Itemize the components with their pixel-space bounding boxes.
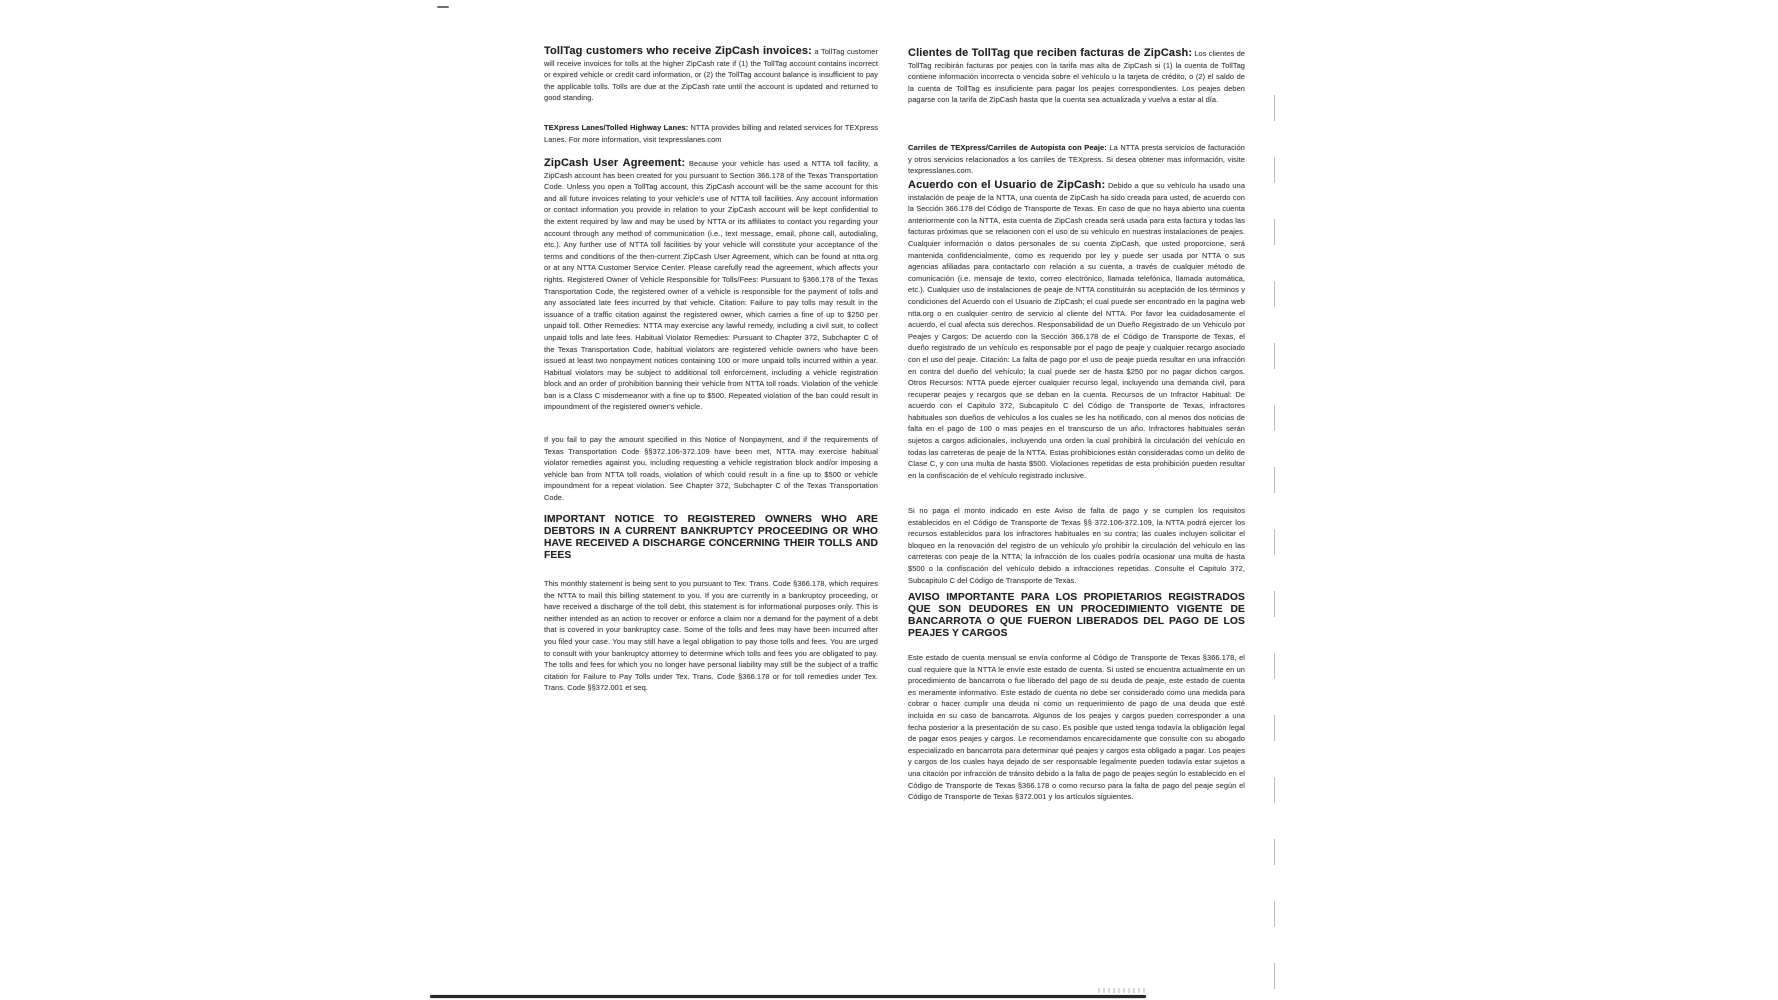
nonpayment-paragraph-en — [544, 434, 878, 504]
bankruptcy-notice-heading-es: AVISO IMPORTANTE PARA LOS PROPIETARIOS REGISTRADOS QUE SON DEUDORES EN UN PROCEDIMIENTO VIGENTE DE BANCARROTA O QUE FUERON LIBERADOS DEL PAGO DE LOS PEAJES Y CARGOS — [908, 592, 1245, 639]
user-agreement-heading-en: ZipCash User Agreement: — [544, 157, 686, 169]
english-column — [544, 0, 878, 1000]
bankruptcy-notice-body-en: This monthly statement is being sent to you pursuant to Tex. Trans. Code §366.178, which requires the NTTA to mail this billing statement to you. If you are currently in a bankruptcy proceeding, or have received a discharge of the toll debt, this statement is for informational purposes only. This is neither intended as an action to recover or enforce a claim nor a demand for the payment of a debt that is covered in your bankruptcy case. Some of the tolls and fees may have been incurred after you filed your case. You may still have a legal obligation to pay those tolls and fees. You are urged to consult with your bankruptcy attorney to determine which tolls and fees you are obligated to pay. The tolls and fees for which you no longer have personal liability may still be the subject of a traffic citation for Failure to Pay Tolls under Tex. Trans. Code §366.178 or for toll remedies under Tex. Trans. Code §§372.001 et seq. — [544, 579, 878, 693]
tolltag-invoices-body-es: Los clientes de TollTag recibirán facturas por peajes con la tarifa mas alta de ZipCash si (1) la cuenta de TollTag contiene información incorrecta o vencida sobre el vehículo u la tarjeta de crédito, o (2) el saldo de la cuenta de TollTag es insuficiente para pagar los peajes correspondientes. Los peajes deben pagarse con la tarifa de ZipCash hasta que la cuenta sea actualizada y vuelva a estar al día. — [908, 49, 1245, 105]
user-agreement-body-es: Debido a que su vehículo ha usado una instalación de peaje de la NTTA, una cuenta de ZipCash ha sido creada para usted, de acuerdo con la Sección 366.178 del Código de Transporte de Texas. En caso de que no haya abierto una cuenta anteriormente con la NTTA, esta cuenta de ZipCash creada será usada para esta factura y todas las facturas próximas que se relacionen con el uso de su vehículo en nuestras instalaciones de peajes. Cualquier información o datos personales de su cuenta ZipCash, que usted proporcione, será mantenida confidencialmente, como es requerido por ley y puede ser usada por NTTA o sus agencias afiliadas para contactarlo con relación a su cuenta, a través de cualquier método de comunicación (i.e. mensaje de texto, correo electrónico, llamada telefónica, llamada automática, etc.). Cualquier uso de instalaciones de peaje de NTTA constituirán su aceptación de los términos y condiciones del Acuerdo con el Usuario de ZipCash; el cual puede ser encontrado en la pagina web ntta.org o en cualquier centro de servicio al cliente del NTTA. Por favor lea cuidadosamente el acuerdo, el cual afecta sus derechos. Responsabilidad de un Dueño Registrado de un Vehiculo por Peajes y Cargos: De acuerdo con la Sección 366.178 de el Código de Transporte de Texas, el dueño registrado de un vehículo es responsable por el pago de peaje y cualquier recargo asociado con el uso del peaje. Citación: La falta de pago por el uso de peaje pueda resultar en una infracción en contra del dueño del vehículo; la cual puede ser de hasta $250 por no pagar dichos cargos. Otros Recursos: NTTA puede ejercer cualquier recurso legal, incluyendo una demanda civil, para recuperar peajes y recargos que se deban en la cuenta. Recursos de un Infractor Habitual: De acuerdo con el Capitulo 372, Subcapitulo C del Código de Transporte de Texas, infractores habituales son dueños de vehículos a los cuales se les ha notificado, con al menos dos noticias de falta en el pago de 100 o mas peajes en el transcurso de un año. Infractores habituales serán sujetos a cargos adicionales, incluyendo una orden la cual prohibirá la circulación del vehículo en todas las carreteras de peaje de la NTTA. Estas prohibiciones están consideradas como un delito de Clase C, y con una multa de hasta $500. Violaciones repetidas de esta prohibición pueden resultar en la confiscación de el vehículo registrado inclusive. — [908, 181, 1246, 480]
user-agreement-body-en: Because your vehicle has used a NTTA toll facility, a ZipCash account has been created for you pursuant to Section 366.178 of the Texas Transportation Code. Unless you open a TollTag account, this ZipCash account will be the same account for this and all future invoices relating to your vehicle's use of NTTA toll facilities. Any account information or contact information you provide in relation to your ZipCash account will be kept confidential to the extent required by law and may be used by NTTA or its affiliates to contact you regarding your account through any method of communication (i.e., text message, email, phone call, autodialing, etc.). Any further use of NTTA toll facilities by your vehicle will constitute your acceptance of the terms and conditions of the then-current ZipCash User Agreement, which can be found at ntta.org or at any NTTA Customer Service Center. Please carefully read the agreement, which affects your rights. Registered Owner of Vehicle Responsible for Tolls/Fees: Pursuant to §366.178 of the Texas Transportation Code, the registered owner of a vehicle is responsible for the payment of tolls and any associated late fees incurred by that vehicle. Citation: Failure to pay tolls may result in the issuance of a traffic citation against the registered owner, which carries a fine of up to $250 per unpaid toll. Other Remedies: NTTA may exercise any lawful remedy, including a civil suit, to collect unpaid tolls and late fees. Habitual Violator Remedies: Pursuant to Chapter 372, Subchapter C of the Texas Transportation Code, habitual violators are registered vehicle owners who have been issued at least two nonpayment notices containing 100 or more unpaid tolls incurred within a year. Habitual violators may be subject to additional toll enforcement, including a vehicle registration block and an order of prohibition banning their vehicle from NTTA toll roads. Violation of the vehicle ban is a Class C misdemeanor with a fine up to $500. Repeated violation of the ban could result in impoundment of the registered owner's vehicle. — [544, 159, 878, 412]
tolltag-invoices-body-en: a TollTag customer will receive invoices for tolls at the higher ZipCash rate if (1) the TollTag account contains incorrect or expired vehicle or credit card information, or (2) the TollTag account balance is insufficient to pay the applicable tolls. Tolls are due at the ZipCash rate until the account is updated and returned to good standing. — [544, 47, 878, 103]
nonpayment-paragraph-es — [908, 505, 1245, 586]
texpress-paragraph-en — [544, 122, 878, 145]
user-agreement-heading-es: Acuerdo con el Usuario de ZipCash: — [908, 179, 1106, 191]
user-agreement-paragraph-en — [544, 158, 878, 413]
texpress-body-es: La NTTA presta servicios de facturación y otros servicios relacionados a los carriles de TEXpress. Si desea obtener mas información, visite texpresslanes.com. — [908, 143, 1245, 176]
nonpayment-body-es: Si no paga el monto indicado en este Aviso de falta de pago y se cumplen los requisitos establecidos en el Código de Transporte de Texas §§ 372.106-372.109, la NTTA podrá ejercer los recursos establecidos para los infractores habituales en su contra; las cuales incluyen solicitar el bloqueo en la renovación del registro de un vehículo y/o prohibir la circulación del vehículo en las carreteras con peaje de la NTTA; la infracción de los cuales podría ocasionar una multa de hasta $500 o la confiscación del vehículo debido a infracciones repetidas. Consulte el Capitulo 372, Subcapitulo C del Código de Transporte de Texas. — [908, 506, 1245, 585]
bankruptcy-notice-heading-en: IMPORTANT NOTICE TO REGISTERED OWNERS WHO ARE DEBTORS IN A CURRENT BANKRUPTCY PROCEEDING OR WHO HAVE RECEIVED A DISCHARGE CONCERNING THEIR TOLLS AND FEES — [544, 514, 878, 561]
tolltag-invoices-heading-en: TollTag customers who receive ZipCash invoices: — [544, 45, 812, 57]
vertical-fold-dashed-line — [1274, 95, 1275, 993]
user-agreement-paragraph-es — [908, 180, 1245, 481]
texpress-body-en: NTTA provides billing and related services for TEXpress Lanes. For more information, visit texpresslanes.com — [544, 123, 878, 144]
bottom-scan-line — [430, 995, 1146, 998]
tolltag-invoices-paragraph-en — [544, 46, 878, 104]
nonpayment-body-en: If you fail to pay the amount specified in this Notice of Nonpayment, and if the requirements of Texas Transportation Code §§372.106-372.109 have been met, NTTA may exercise habitual violator remedies against you, including requesting a vehicle registration block and/or imposing a vehicle ban from NTTA toll roads, violation of which could result in a fine up to $500 or vehicle impoundment for a repeat violation. See Chapter 372, Subchapter C of the Texas Transportation Code. — [544, 435, 878, 502]
tolltag-invoices-heading-es: Clientes de TollTag que reciben facturas de ZipCash: — [908, 47, 1193, 59]
bankruptcy-notice-paragraph-en — [544, 578, 878, 694]
bankruptcy-notice-body-es: Este estado de cuenta mensual se envía conforme al Código de Transporte de Texas §366.178, el cual requiere que la NTTA le envíe este estado de cuenta. Si usted se encuentra actualmente en un procedimiento de bancarrota o fue liberado del pago de su deuda de peaje, este estado de cuenta es meramente informativo. Este estado de cuenta no debe ser considerado como una medida para cobrar o hacer cumplir una deuda ni como un requerimiento de pago de una deuda que esté incluida en su caso de bancarrota. Algunos de los peajes y cargos pueden corresponder a una fecha posterior a la presentación de su caso. Es posible que usted tenga todavía la obligación legal de pagar esos peajes y cargos. Le recomendamos encarecidamente que consulte con su abogado especializado en bancarrota para determinar qué peajes y cargos esta obligado a pagar. Los peajes y cargos de los cuales haya dejado de ser responsable legalmente pueden todavía estar sujetos a una citación por infracción de tránsito debido a la falta de pago de peajes según lo establecido en el Código de Transporte de Texas §366.178 o como recurso para la falta de pago del peaje según el Código de Transporte de Texas §372.001 y los artículos siguientes. — [908, 653, 1245, 802]
spanish-column — [908, 0, 1245, 1000]
tolltag-invoices-paragraph-es — [908, 48, 1245, 106]
texpress-heading-es: Carriles de TEXpress/Carriles de Autopista con Peaje: — [908, 143, 1107, 152]
bankruptcy-notice-paragraph-es — [908, 652, 1245, 803]
texpress-paragraph-es — [908, 142, 1245, 177]
bottom-scan-smudge — [1098, 988, 1146, 993]
texpress-heading-en: TEXpress Lanes/Tolled Highway Lanes: — [544, 123, 689, 132]
scan-edge-dash-mark — [437, 6, 449, 8]
